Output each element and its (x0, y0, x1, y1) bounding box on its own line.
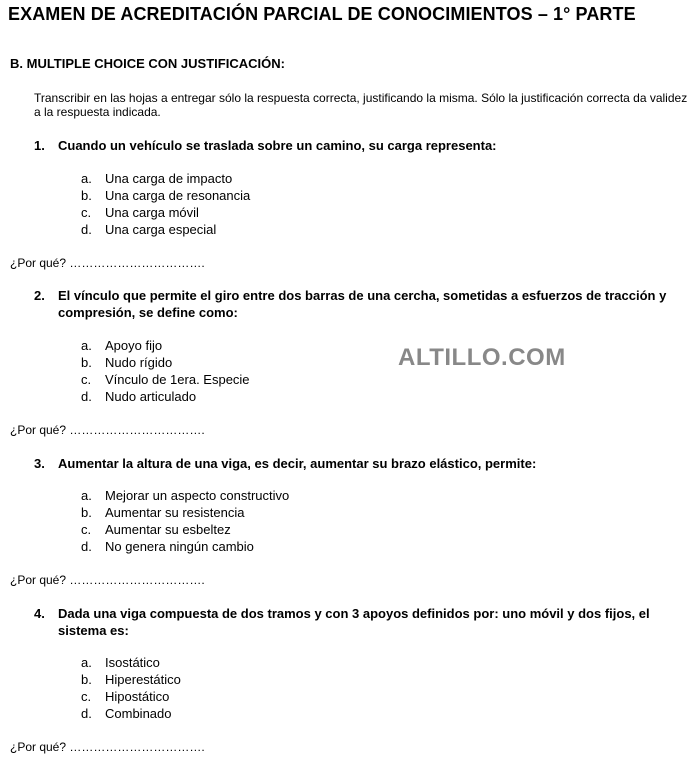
option-letter: b. (81, 505, 92, 520)
option-letter: c. (81, 205, 92, 220)
option-a (81, 654, 181, 671)
option-c (81, 688, 181, 705)
option-letter: a. (81, 655, 92, 670)
question-4-options (81, 654, 181, 722)
option-text: Combinado (105, 706, 172, 721)
instructions-text: Transcribir en las hojas a entregar sólo la respuesta correcta, justificando la misma. Sólo la justificación correcta da validez a la respuesta indicada. (34, 91, 688, 119)
option-text: Hipostático (105, 689, 170, 704)
option-letter: b. (81, 672, 92, 687)
option-d (81, 388, 250, 405)
option-c (81, 204, 250, 221)
exam-title: EXAMEN DE ACREDITACIÓN PARCIAL DE CONOCIMIENTOS – 1° PARTE (8, 4, 636, 24)
option-letter: a. (81, 338, 92, 353)
question-2 (34, 287, 674, 321)
option-c (81, 371, 250, 388)
option-letter: d. (81, 706, 92, 721)
question-2-options (81, 337, 250, 405)
option-c (81, 521, 289, 538)
question-text: Dada una viga compuesta de dos tramos y con 3 apoyos definidos por: uno móvil y dos fijos, el sistema es: (58, 606, 650, 638)
option-b (81, 671, 181, 688)
question-number: 1. (34, 138, 45, 153)
option-letter: c. (81, 372, 92, 387)
option-b (81, 354, 250, 371)
option-letter: d. (81, 389, 92, 404)
question-1-options (81, 170, 250, 238)
option-d (81, 538, 289, 555)
option-a (81, 337, 250, 354)
question-number: 3. (34, 456, 45, 471)
option-text: Aumentar su esbeltez (105, 522, 231, 537)
option-text: Vínculo de 1era. Especie (105, 372, 250, 387)
option-text: Nudo articulado (105, 389, 197, 404)
option-d (81, 221, 250, 238)
option-a (81, 487, 289, 504)
option-letter: d. (81, 222, 92, 237)
question-1 (34, 137, 674, 154)
option-b (81, 187, 250, 204)
option-text: Una carga de resonancia (105, 188, 251, 203)
question-3-options (81, 487, 289, 555)
question-3 (34, 455, 674, 472)
option-d (81, 705, 181, 722)
why-prompt-1: ¿Por qué? ……………………………. (10, 256, 205, 270)
option-text: Isostático (105, 655, 160, 670)
option-text: Nudo rígido (105, 355, 173, 370)
option-letter: c. (81, 522, 92, 537)
option-a (81, 170, 250, 187)
option-b (81, 504, 289, 521)
option-letter: b. (81, 355, 92, 370)
why-prompt-4: ¿Por qué? ……………………………. (10, 740, 205, 754)
why-prompt-3: ¿Por qué? ……………………………. (10, 573, 205, 587)
option-text: Apoyo fijo (105, 338, 163, 353)
option-letter: a. (81, 171, 92, 186)
question-number: 2. (34, 288, 45, 303)
option-text: Una carga especial (105, 222, 217, 237)
option-letter: d. (81, 539, 92, 554)
option-text: Una carga de impacto (105, 171, 233, 186)
option-letter: b. (81, 188, 92, 203)
watermark: ALTILLO.COM (398, 344, 566, 371)
question-number: 4. (34, 606, 45, 621)
option-text: Hiperestático (105, 672, 181, 687)
option-text: No genera ningún cambio (105, 539, 254, 554)
option-text: Mejorar un aspecto constructivo (105, 488, 290, 503)
why-prompt-2: ¿Por qué? ……………………………. (10, 423, 205, 437)
section-heading: B. MULTIPLE CHOICE CON JUSTIFICACIÓN: (10, 56, 285, 71)
question-text: Aumentar la altura de una viga, es decir, aumentar su brazo elástico, permite: (58, 456, 537, 471)
option-text: Una carga móvil (105, 205, 199, 220)
option-letter: c. (81, 689, 92, 704)
question-text: Cuando un vehículo se traslada sobre un camino, su carga representa: (58, 138, 497, 153)
option-letter: a. (81, 488, 92, 503)
question-text: El vínculo que permite el giro entre dos barras de una cercha, sometidas a esfuerzos de tracción y compresión, se define como: (58, 288, 667, 320)
question-4 (34, 605, 674, 639)
option-text: Aumentar su resistencia (105, 505, 245, 520)
